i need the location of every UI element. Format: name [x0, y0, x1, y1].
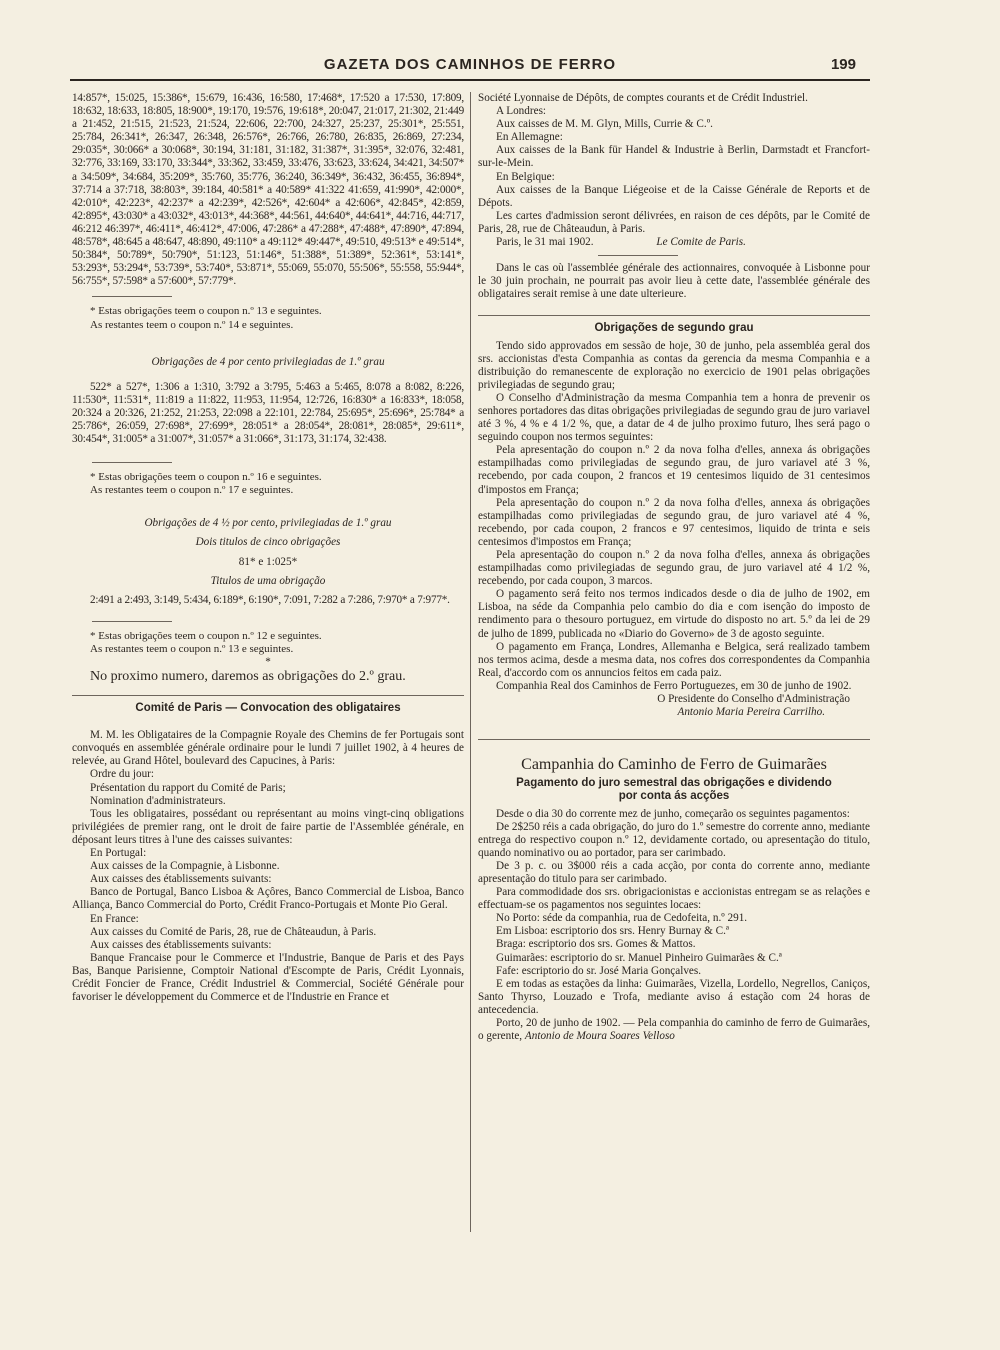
section-heading: Comité de Paris — Convocation des obligataires [135, 702, 401, 715]
sub-heading: Titulos de uma obrigação [210, 574, 326, 587]
right-column [478, 92, 870, 1043]
paragraph: Fafe: escriptorio do sr. José Maria Gonçalves. [496, 964, 702, 977]
footnote: As restantes teem o coupon n.º 17 e seguintes. [90, 484, 294, 497]
paragraph: Pela apresentação do coupon n.º 2 da nova folha d'elles, annexa ás obrigações estampilhadas como privilegiadas de segundo grau, de juro variavel até 4 1/2 %, recebendo, por cada coupon, 3 marcos. [478, 549, 870, 588]
paragraph: M. M. les Obligataires de la Compagnie Royale des Chemins de fer Portugais sont convoqués en assemblée générale ordinaire pour le lundi 7 juillet 1902, à 4 heures de relevée, au Grand Hôtel, boulevard des Capucines, à Paris: [72, 729, 464, 768]
paragraph: Pela apresentação do coupon n.º 2 da nova folha d'elles, annexa ás obrigações estampilhadas como privilegiadas de segundo grau, de juro variavel até 4 %, recebendo, por cada coupon, 2 francos e 97 centesimos, liquido de trinta e seis centesimos d'impostos em França; [478, 496, 870, 548]
closing-text: Porto, 20 de junho de 1902. — Pela companhia do caminho de ferro de Guimarães, o gerente, [478, 1017, 870, 1043]
paragraph: E em todas as estações da linha: Guimarães, Vizella, Lordello, Negrellos, Caniços, Santo Thyrso, Louzado e Trofa, mediante aviso á estação com 24 horas de antecedencia. [478, 977, 870, 1016]
section-heading: Campanhia do Caminho de Ferro de Guimarães [521, 756, 827, 774]
left-column [72, 92, 464, 1004]
paragraph: De 3 p. c. ou 3$000 réis a cada acção, por conta do corrente anno, mediante apresentação do titulo para ser carimbado. [478, 859, 870, 885]
paragraph: Aux caisses de M. M. Glyn, Mills, Currie & C.º. [496, 118, 713, 131]
bond-number-list: 81* e 1:025* [238, 555, 298, 568]
paragraph: Para commodidade dos srs. obrigacionistas e accionistas entregam se as relações e effectuam-se os pagamentos nos seguintes locaes: [478, 886, 870, 912]
paragraph: Em Lisboa: escriptorio dos srs. Henry Burnay & C.ª [496, 925, 730, 938]
paragraph: A Londres: [496, 105, 547, 118]
dateline-signature: Le Comite de Paris. [656, 236, 746, 249]
separator-rule [478, 739, 870, 740]
paragraph: Société Lyonnaise de Dépôts, de comptes courants et de Crédit Industriel. [478, 92, 808, 104]
paragraph: Guimarães: escriptorio do sr. Manuel Pinheiro Guimarães & C.ª [496, 951, 782, 964]
signature-title: O Presidente do Conselho d'Administração [657, 693, 850, 706]
separator-rule [478, 315, 870, 316]
paragraph: Aux caisses de la Compagnie, à Lisbonne. [90, 860, 280, 873]
paragraph: Les cartes d'admission seront délivrées, en raison de ces dépôts, par le Comité de Paris, 28, rue de Châteaudun, à Paris. [478, 209, 870, 235]
separator-rule [92, 621, 172, 622]
paragraph: Banque Francaise pour le Commerce et l'Industrie, Banque de Paris et des Pays Bas, Banque Parisienne, Comptoir National d'Escompte de Paris, Crédit Lyonnais, Crédit Foncier de France, Crédit Industriel & Commercial, Société Générale pour favoriser le développement du Commerce et de l'Industrie en France et [72, 951, 464, 1004]
paragraph: Aux caisses des établissements suivants: [90, 873, 272, 886]
asterism: * [265, 656, 271, 668]
paragraph: Nomination d'administrateurs. [90, 794, 226, 807]
paragraph: O Conselho d'Administração da mesma Companhia tem a honra de prevenir os senhores portadores das ditas obrigações privilegiadas de segundo grau de juro variavel até 3 %, 4 % e 4 1/2 %, que, a datar de 4 de julho proximo futuro, lhes será pago o seguindo coupon nos termos seguintes: [478, 391, 870, 444]
paragraph: De 2$250 réis a cada obrigação, do juro do 1.º semestre do corrente anno, mediante entrega do respectivo coupon n.º 12, devidamente cortado, ou apresentação do titulo, quando nominativo ou ao portador, para ser carimbado. [478, 820, 870, 859]
paragraph [478, 1017, 870, 1043]
paragraph: O pagamento em França, Londres, Allemanha e Belgica, será realizado tambem nos termos acima, desde a mesma data, nos cofres dos correspondentes da Companhia Real, d'accordo com os annuncios feitos em cada paiz. [478, 640, 870, 679]
footnote: * Estas obrigações teem o coupon n.º 16 e seguintes. [90, 471, 322, 484]
section-heading: Obrigações de segundo grau [594, 322, 754, 335]
paragraph: Braga: escriptorio dos srs. Gomes & Mattos. [496, 938, 696, 951]
paragraph: Présentation du rapport du Comité de Paris; [90, 781, 286, 794]
page-number: 199 [830, 56, 856, 73]
paragraph: Companhia Real dos Caminhos de Ferro Portuguezes, em 30 de junho de 1902. [496, 679, 852, 692]
footnote: As restantes teem o coupon n.º 14 e seguintes. [90, 318, 294, 331]
publication-title: GAZETA DOS CAMINHOS DE FERRO [323, 56, 617, 73]
paragraph: Ordre du jour: [90, 768, 155, 781]
signature: Antonio Maria Pereira Carrilho. [677, 706, 825, 719]
bond-number-list: 2:491 a 2:493, 3:149, 5:434, 6:189*, 6:190*, 7:091, 7:282 a 7:286, 7:970* a 7:977*. [90, 593, 450, 606]
paragraph: En Belgique: [496, 170, 555, 183]
separator-rule [72, 695, 464, 696]
separator-rule [598, 255, 678, 256]
footnote: * Estas obrigações teem o coupon n.º 12 e seguintes. [90, 629, 322, 642]
bond-number-list: 522* a 527*, 1:306 a 1:310, 3:792 a 3:795, 5:463 a 5:465, 8:078 a 8:082, 8:226, 11:530*, 11:531*, 11:819 a 11:822, 11:953, 11:954, 12:726, 16:830* a 16:833*, 18:058, 20:324 a 20:326, 21:252, 21:253, 22:098 a 22:101, 22:784, 25:695*, 25:696*, 25:784* a 25:786*, 26:059, 27:698*, 27:699*, 28:051* a 28:054*, 28:081*, 28:085*, 29:611*, 30:454*, 31:005* a 31:007*, 31:057* a 31:066*, 31:173, 31:174, 32:438. [72, 380, 464, 446]
section-heading: Obrigações de 4 por cento privilegiadas de 1.º grau [151, 355, 385, 368]
paragraph: Aux caisses des établissements suivants: [90, 938, 272, 951]
paragraph: En Allemagne: [496, 131, 563, 144]
header-rule [70, 79, 870, 81]
bond-number-list: 14:857*, 15:025, 15:386*, 15:679, 16:436, 16:580, 17:468*, 17:520 a 17:530, 17:809, 18:632, 18:633, 18:805, 18:900*, 19:170, 19:576, 19:618*, 20:047, 21:017, 21:302, 21:449 a 21:452, 21:515, 21:523, 21:524, 22:606, 22:700, 24:327, 25:237, 25:301*, 25:551, 25:784, 26:341*, 26:347, 26:348, 26:576*, 26:766, 26:780, 26:835, 26:869, 27:234, 29:035*, 30:066* a 30:068*, 30:194, 31:181, 31:182, 31:387*, 31:395*, 32:076, 32:481, 32:776, 33:169, 33:170, 33:344*, 33:362, 33:459, 33:476, 33:623, 33:624, 34:421, 34:507* a 34:509*, 34:684, 35:209*, 35:760, 35:776, 36:240, 36:349*, 36:432, 36:455, 36:894*, 37:714 a 37:718, 38:803*, 39:184, 40:581* a 40:589* 41:322 41:659, 41:990*, 42:000*, 42:010*, 42:223*, 42:237* a 42:239*, 42:526*, 42:604* a 42:606*, 42:845*, 42:859, 42:895*, 43:030* a 43:032*, 43:013*, 44:368*, 44:561, 44:640*, 44:641*, 44:716, 44:717, 46:212 46:397*, 46:411*, 46:412*, 47:006, 47:286* a 47:288*, 47:488*, 47:890*, 47:894, 48:578*, 48:645 a 48:647, 48:890, 49:110* a 49:112* 49:447*, 49:510, 49:513* e 49:514*, 50:384*, 50:789*, 50:790*, 51:123, 51:146*, 51:388*, 51:389*, 52:361*, 53:141*, 53:293*, 53:294*, 53:739*, 53:740*, 53:871*, 55:069, 55:070, 55:506*, 55:558, 55:944*, 56:755*, 57:598* a 57:600*, 57:779*. [72, 92, 464, 288]
page-header [70, 56, 870, 78]
paragraph: Aux caisses du Comité de Paris, 28, rue de Châteaudun, à Paris. [90, 925, 377, 938]
signature: Antonio de Moura Soares Velloso [524, 1030, 675, 1043]
next-issue-notice: No proximo numero, daremos as obrigações do 2.º grau. [90, 669, 406, 685]
paragraph: Aux caisses de la Banque Liégeoise et de la Caisse Générale de Reports et de Dépots. [478, 183, 870, 209]
paragraph: Pela apresentação do coupon n.º 2 da nova folha d'elles, annexa ás obrigações estampilhadas como privilegiadas de segundo grau, de juro variavel até 3 %, recebendo, por cada coupon, 2 francos et 19 centesimos liquido de 31 centesimos d'impostos em França; [478, 444, 870, 496]
paragraph: Banco de Portugal, Banco Lisboa & Açôres, Banco Commercial de Lisboa, Banco Alliança, Banco Commercial do Porto, Crédit Franco-Portugais et Monte Pio Geral. [72, 886, 464, 912]
paragraph: Desde o dia 30 do corrente mez de junho, começarão os seguintes pagamentos: [496, 807, 850, 820]
paragraph: En France: [90, 912, 139, 925]
paragraph: Dans le cas où l'assemblée générale des actionnaires, convoquée à Lisbonne pour le 30 juin prochain, ne pourrait pas avoir lieu à cette date, l'assemblée générale des obligataires serait remise à une date ulterieure. [478, 262, 870, 301]
dateline-date: Paris, le 31 mai 1902. [496, 236, 594, 249]
paragraph: O pagamento será feito nos termos indicados desde o dia de julho de 1902, em Lisboa, na séde da Companhia pelo cambio do dia e com isenção do imposto de rendimento para o thesouro portuguez, em virtude do disposto no art. 5.º da lei de 29 de julho de 1899, publicada no «Diario do Governo» de 3 de agosto seguinte. [478, 588, 870, 640]
paragraph: Tendo sido approvados em sessão de hoje, 30 de junho, pela assembléa geral dos srs. accionistas d'esta Companhia as contas da gerencia da mesma Companhia e a distribuição do remanescente de exploração no exercicio de 1901 pelas obrigações privilegiadas de segundo grau; [478, 339, 870, 391]
section-heading: Obrigações de 4 ½ por cento, privilegiadas de 1.º grau [144, 517, 392, 530]
separator-rule [92, 296, 172, 297]
paragraph: No Porto: séde da companhia, rua de Cedofeita, n.º 291. [496, 912, 748, 925]
sub-heading: Pagamento do juro semestral das obrigações e dividendo por conta ás acções [516, 777, 832, 803]
separator-rule [92, 462, 172, 463]
dateline [478, 236, 870, 249]
paragraph: Tous les obligataires, possédant ou représentant au moins vingt-cinq obligations privilégiées de premier rang, ont le droit de faire partie de l'Assemblée générale, en déposant leurs titres à l'une des caisses suivantes: [72, 807, 464, 846]
paragraph: En Portugal: [90, 847, 147, 860]
column-divider [470, 92, 471, 1232]
footnote: * Estas obrigações teem o coupon n.º 13 e seguintes. [90, 305, 322, 318]
paragraph: Aux caisses de la Bank für Handel & Industrie à Berlin, Darmstadt et Francfort-sur-le-Mein. [478, 144, 870, 170]
sub-heading: Dois titulos de cinco obrigações [195, 536, 341, 549]
footnote: As restantes teem o coupon n.º 13 e seguintes. [90, 642, 294, 655]
